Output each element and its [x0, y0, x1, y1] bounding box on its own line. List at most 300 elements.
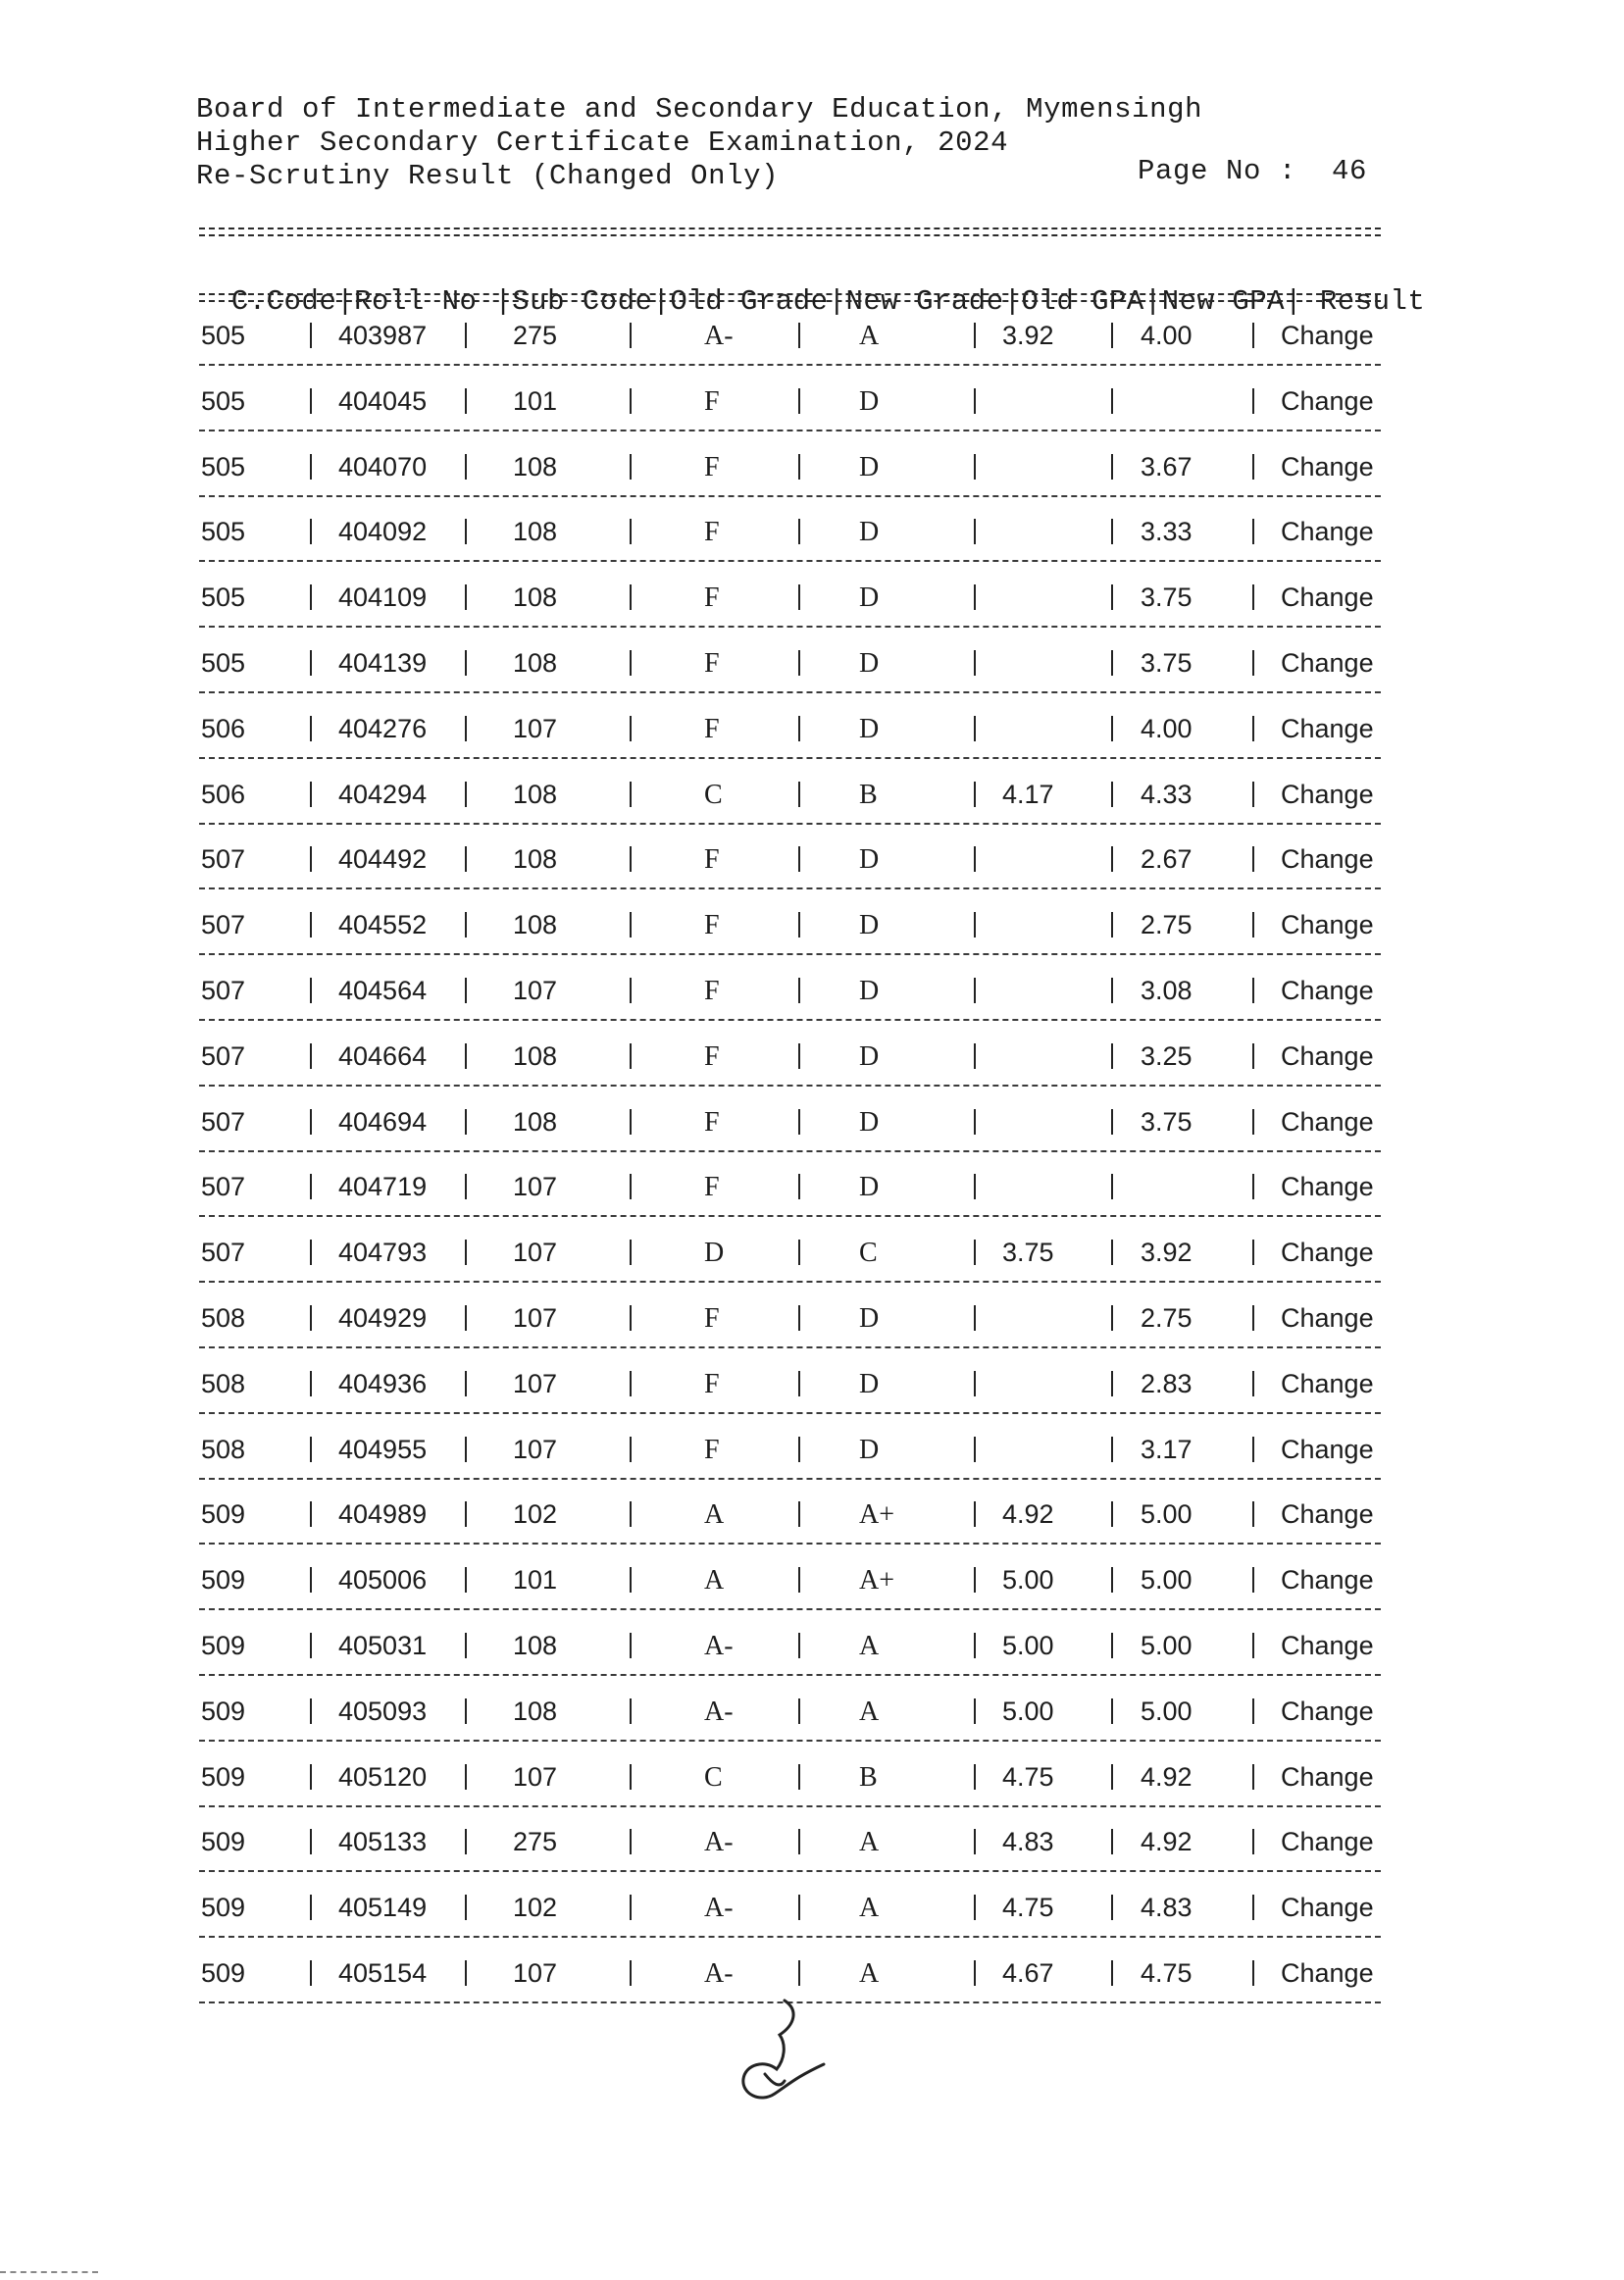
cell-new-gpa: 5.00 [1141, 1499, 1193, 1530]
column-separator [1111, 1960, 1113, 1986]
column-separator [974, 454, 976, 480]
board-name: Board of Intermediate and Secondary Education, Mymensingh [196, 93, 1203, 126]
table-row [0, 1238, 1624, 1277]
column-separator [630, 1174, 632, 1199]
column-separator [1252, 912, 1254, 937]
cell-old-gpa: 4.83 [1002, 1827, 1054, 1857]
table-row [0, 1107, 1624, 1146]
column-separator [310, 650, 312, 676]
column-header: C.Code|Roll No |Sub Code|Old Grade|New Grade|Old GPA|New GPA| Result [230, 285, 1426, 318]
cell-old-gpa: 4.75 [1002, 1761, 1054, 1792]
column-separator [1111, 1633, 1113, 1658]
cell-ccode: 505 [201, 648, 246, 678]
table-row [0, 780, 1624, 819]
column-separator [310, 1174, 312, 1199]
cell-new-grade: A [859, 1893, 880, 1924]
column-separator [798, 1895, 800, 1920]
cell-old-grade: F [704, 910, 720, 941]
cell-new-gpa: 3.75 [1141, 1106, 1193, 1137]
cell-ccode: 509 [201, 1631, 246, 1660]
column-separator [1252, 1633, 1254, 1658]
cell-sub-code: 107 [513, 1434, 558, 1464]
column-separator [798, 1109, 800, 1135]
column-separator [1111, 1371, 1113, 1396]
cell-ccode: 507 [201, 1238, 246, 1268]
column-separator [798, 650, 800, 676]
cell-old-grade: F [704, 713, 720, 744]
column-separator [310, 519, 312, 544]
column-separator [974, 1437, 976, 1462]
cell-old-grade: F [704, 1106, 720, 1138]
cell-roll-no: 404045 [338, 385, 428, 416]
column-separator [465, 846, 467, 872]
column-separator [1252, 1043, 1254, 1069]
column-separator [974, 1174, 976, 1199]
cell-new-gpa: 3.92 [1141, 1238, 1193, 1268]
table-row [0, 1893, 1624, 1932]
column-separator [1111, 1698, 1113, 1724]
column-separator [630, 846, 632, 872]
cell-new-gpa: 2.83 [1141, 1368, 1193, 1398]
cell-new-gpa: 4.00 [1141, 321, 1193, 350]
row-divider [199, 495, 1381, 497]
cell-ccode: 505 [201, 583, 246, 613]
column-separator [974, 1371, 976, 1396]
column-separator [1111, 716, 1113, 741]
column-separator [465, 1501, 467, 1527]
column-separator [798, 1437, 800, 1462]
cell-sub-code: 102 [513, 1893, 558, 1923]
cell-old-gpa: 5.00 [1002, 1696, 1054, 1726]
column-separator [630, 978, 632, 1003]
cell-result: Change [1281, 1893, 1374, 1923]
column-separator [1111, 978, 1113, 1003]
column-separator [974, 1305, 976, 1331]
column-separator [974, 1043, 976, 1069]
column-separator [974, 650, 976, 676]
cell-old-grade: A- [704, 321, 734, 351]
column-separator [1252, 584, 1254, 610]
cell-result: Change [1281, 1238, 1374, 1268]
cell-result: Change [1281, 1106, 1374, 1137]
cell-sub-code: 102 [513, 1499, 558, 1530]
page-number: Page No : 46 [1138, 155, 1368, 187]
cell-sub-code: 107 [513, 1303, 558, 1333]
cell-ccode: 509 [201, 1958, 246, 1988]
cell-new-grade: A+ [859, 1565, 895, 1596]
cell-new-gpa: 4.33 [1141, 779, 1193, 809]
cell-new-gpa: 3.67 [1141, 451, 1193, 481]
cell-sub-code: 101 [513, 1565, 558, 1596]
column-separator [798, 1829, 800, 1854]
column-separator [310, 1764, 312, 1790]
cell-new-grade: A [859, 1827, 880, 1858]
cell-old-grade: F [704, 1434, 720, 1465]
column-separator [974, 1960, 976, 1986]
cell-old-gpa: 4.75 [1002, 1893, 1054, 1923]
column-separator [1252, 1371, 1254, 1396]
cell-result: Change [1281, 451, 1374, 481]
cell-roll-no: 404294 [338, 779, 428, 809]
cell-sub-code: 108 [513, 1040, 558, 1071]
cell-sub-code: 108 [513, 844, 558, 875]
table-row [0, 321, 1624, 360]
column-separator [630, 1043, 632, 1069]
cell-old-gpa: 4.67 [1002, 1958, 1054, 1988]
table-row [0, 1697, 1624, 1736]
cell-old-grade: F [704, 1172, 720, 1203]
column-separator [1252, 1829, 1254, 1854]
table-row [0, 1499, 1624, 1539]
column-separator [798, 978, 800, 1003]
cell-ccode: 505 [201, 451, 246, 481]
column-separator [630, 519, 632, 544]
cell-new-gpa: 3.75 [1141, 648, 1193, 678]
cell-new-gpa: 3.08 [1141, 976, 1193, 1005]
cell-new-gpa: 2.75 [1141, 910, 1193, 940]
row-divider [199, 691, 1381, 693]
column-separator [1252, 1437, 1254, 1462]
cell-new-grade: D [859, 517, 880, 548]
row-divider [199, 953, 1381, 955]
cell-new-grade: D [859, 713, 880, 744]
cell-new-grade: D [859, 583, 880, 614]
cell-new-grade: D [859, 1303, 880, 1334]
col-old-gpa: Old GPA [1021, 285, 1144, 318]
cell-new-grade: D [859, 976, 880, 1006]
column-separator [310, 1109, 312, 1135]
column-separator [310, 388, 312, 414]
column-separator [310, 846, 312, 872]
column-separator [1252, 1240, 1254, 1265]
cell-ccode: 509 [201, 1761, 246, 1792]
column-separator [465, 782, 467, 807]
column-separator [630, 584, 632, 610]
column-separator [465, 1633, 467, 1658]
column-separator [798, 388, 800, 414]
cell-result: Change [1281, 321, 1374, 350]
column-separator [310, 1895, 312, 1920]
row-divider [199, 757, 1381, 759]
table-row [0, 714, 1624, 753]
cell-roll-no: 404492 [338, 844, 428, 875]
cell-ccode: 508 [201, 1368, 246, 1398]
column-separator [798, 1240, 800, 1265]
column-separator [1252, 519, 1254, 544]
cell-ccode: 509 [201, 1565, 246, 1596]
column-separator [974, 782, 976, 807]
cell-roll-no: 404929 [338, 1303, 428, 1333]
cell-sub-code: 107 [513, 1172, 558, 1202]
column-separator [1111, 1240, 1113, 1265]
column-separator [1252, 650, 1254, 676]
column-separator [1252, 1698, 1254, 1724]
cell-result: Change [1281, 1434, 1374, 1464]
table-row [0, 976, 1624, 1015]
column-separator [798, 846, 800, 872]
cell-old-grade: A [704, 1565, 725, 1596]
column-separator [465, 1043, 467, 1069]
column-separator [1111, 1829, 1113, 1854]
column-separator [974, 1698, 976, 1724]
cell-ccode: 509 [201, 1696, 246, 1726]
cell-new-gpa: 5.00 [1141, 1696, 1193, 1726]
cell-new-gpa: 2.67 [1141, 844, 1193, 875]
column-separator [630, 1371, 632, 1396]
cell-result: Change [1281, 1303, 1374, 1333]
table-row [0, 1762, 1624, 1801]
table-row [0, 1827, 1624, 1866]
cell-ccode: 508 [201, 1303, 246, 1333]
table-row [0, 583, 1624, 622]
scan-edge-mark [0, 2271, 98, 2277]
column-separator [1252, 1174, 1254, 1199]
cell-old-gpa: 4.17 [1002, 779, 1054, 809]
column-separator [465, 1960, 467, 1986]
cell-sub-code: 107 [513, 713, 558, 743]
column-separator [630, 716, 632, 741]
cell-result: Change [1281, 779, 1374, 809]
column-separator [465, 323, 467, 348]
column-separator [1252, 1501, 1254, 1527]
cell-new-grade: D [859, 1434, 880, 1465]
column-separator [974, 912, 976, 937]
cell-sub-code: 108 [513, 451, 558, 481]
column-separator [974, 323, 976, 348]
column-separator [1252, 1895, 1254, 1920]
row-divider [199, 887, 1381, 889]
cell-new-gpa: 5.00 [1141, 1565, 1193, 1596]
cell-result: Change [1281, 385, 1374, 416]
column-separator [798, 1043, 800, 1069]
cell-ccode: 507 [201, 1106, 246, 1137]
column-separator [798, 519, 800, 544]
cell-old-grade: F [704, 1303, 720, 1334]
cell-old-gpa: 5.00 [1002, 1565, 1054, 1596]
cell-sub-code: 108 [513, 910, 558, 940]
column-separator [630, 323, 632, 348]
table-row [0, 1565, 1624, 1604]
col-old-grade: Old Grade [670, 285, 829, 318]
column-separator [310, 323, 312, 348]
cell-result: Change [1281, 517, 1374, 547]
cell-roll-no: 404139 [338, 648, 428, 678]
column-separator [798, 1501, 800, 1527]
row-divider [199, 823, 1381, 825]
cell-result: Change [1281, 648, 1374, 678]
column-separator [974, 1764, 976, 1790]
cell-result: Change [1281, 1958, 1374, 1988]
column-separator [465, 1305, 467, 1331]
row-divider [199, 1150, 1381, 1152]
cell-sub-code: 108 [513, 517, 558, 547]
cell-ccode: 505 [201, 517, 246, 547]
column-separator [974, 978, 976, 1003]
cell-old-grade: F [704, 517, 720, 548]
cell-roll-no: 404694 [338, 1106, 428, 1137]
column-separator [798, 1960, 800, 1986]
cell-result: Change [1281, 910, 1374, 940]
row-divider [199, 1412, 1381, 1414]
cell-new-gpa: 3.17 [1141, 1434, 1193, 1464]
column-separator [1252, 1764, 1254, 1790]
cell-old-grade: A- [704, 1893, 734, 1924]
cell-roll-no: 404070 [338, 451, 428, 481]
cell-roll-no: 404092 [338, 517, 428, 547]
cell-result: Change [1281, 1040, 1374, 1071]
cell-new-gpa: 3.75 [1141, 583, 1193, 613]
cell-sub-code: 275 [513, 1827, 558, 1857]
column-separator [1252, 716, 1254, 741]
column-separator [630, 1567, 632, 1593]
column-separator [974, 1895, 976, 1920]
cell-new-grade: D [859, 1106, 880, 1138]
cell-roll-no: 404109 [338, 583, 428, 613]
cell-sub-code: 107 [513, 1761, 558, 1792]
cell-result: Change [1281, 844, 1374, 875]
column-separator [798, 1174, 800, 1199]
column-separator [974, 716, 976, 741]
column-separator [798, 454, 800, 480]
cell-new-grade: D [859, 1040, 880, 1072]
column-separator [630, 1501, 632, 1527]
cell-old-grade: A [704, 1499, 725, 1531]
cell-ccode: 507 [201, 844, 246, 875]
column-separator [1252, 846, 1254, 872]
column-separator [1252, 1109, 1254, 1135]
column-separator [798, 782, 800, 807]
row-divider [199, 560, 1381, 562]
cell-old-grade: F [704, 648, 720, 679]
cell-result: Change [1281, 1172, 1374, 1202]
cell-roll-no: 403987 [338, 321, 428, 350]
table-row [0, 517, 1624, 556]
cell-ccode: 505 [201, 321, 246, 350]
cell-result: Change [1281, 1827, 1374, 1857]
cell-old-gpa: 5.00 [1002, 1631, 1054, 1660]
cell-sub-code: 108 [513, 1106, 558, 1137]
column-separator [465, 1895, 467, 1920]
column-separator [1111, 1437, 1113, 1462]
column-separator [974, 388, 976, 414]
column-separator [798, 716, 800, 741]
row-divider [199, 1543, 1381, 1545]
cell-old-grade: F [704, 385, 720, 417]
cell-new-grade: A [859, 1631, 880, 1661]
cell-old-grade: A- [704, 1631, 734, 1661]
column-separator [465, 1698, 467, 1724]
cell-ccode: 506 [201, 779, 246, 809]
cell-ccode: 507 [201, 1172, 246, 1202]
cell-roll-no: 405149 [338, 1893, 428, 1923]
cell-old-gpa: 4.92 [1002, 1499, 1054, 1530]
cell-ccode: 507 [201, 1040, 246, 1071]
column-separator [310, 1567, 312, 1593]
cell-ccode: 505 [201, 385, 246, 416]
cell-result: Change [1281, 1499, 1374, 1530]
table-row [0, 1631, 1624, 1670]
column-separator [310, 1501, 312, 1527]
row-divider [199, 1085, 1381, 1087]
table-row [0, 1435, 1624, 1474]
cell-new-grade: D [859, 648, 880, 679]
column-separator [310, 912, 312, 937]
cell-sub-code: 108 [513, 648, 558, 678]
row-divider [199, 1346, 1381, 1348]
column-separator [465, 454, 467, 480]
cell-sub-code: 108 [513, 583, 558, 613]
column-separator [798, 1698, 800, 1724]
table-row [0, 1303, 1624, 1343]
column-separator [974, 519, 976, 544]
cell-roll-no: 404793 [338, 1238, 428, 1268]
column-separator [310, 1698, 312, 1724]
cell-old-grade: F [704, 976, 720, 1006]
col-new-gpa: New GPA [1161, 285, 1286, 318]
column-separator [974, 846, 976, 872]
cell-roll-no: 404552 [338, 910, 428, 940]
cell-sub-code: 107 [513, 976, 558, 1005]
column-separator [974, 1633, 976, 1658]
cell-result: Change [1281, 1631, 1374, 1660]
cell-old-grade: F [704, 583, 720, 614]
cell-roll-no: 405154 [338, 1958, 428, 1988]
header-rule-top [199, 228, 1381, 236]
cell-new-grade: A [859, 1958, 880, 1989]
column-separator [1111, 1567, 1113, 1593]
cell-old-grade: F [704, 451, 720, 482]
cell-old-grade: F [704, 1368, 720, 1399]
col-subcode: Sub Code [512, 285, 653, 318]
row-divider [199, 430, 1381, 431]
cell-roll-no: 405031 [338, 1631, 428, 1660]
table-row [0, 648, 1624, 687]
row-divider [199, 626, 1381, 628]
cell-roll-no: 404936 [338, 1368, 428, 1398]
cell-roll-no: 405093 [338, 1696, 428, 1726]
column-separator [798, 1633, 800, 1658]
column-separator [465, 716, 467, 741]
column-separator [465, 388, 467, 414]
column-separator [974, 1501, 976, 1527]
cell-new-grade: A [859, 1696, 880, 1727]
column-separator [1111, 1305, 1113, 1331]
cell-new-gpa: 5.00 [1141, 1631, 1193, 1660]
header-rule-bottom [199, 293, 1381, 302]
column-separator [465, 584, 467, 610]
column-separator [630, 1698, 632, 1724]
cell-sub-code: 107 [513, 1238, 558, 1268]
row-divider [199, 1740, 1381, 1742]
cell-new-gpa: 4.92 [1141, 1761, 1193, 1792]
table-row [0, 1041, 1624, 1081]
column-separator [1252, 1305, 1254, 1331]
column-separator [630, 1633, 632, 1658]
cell-result: Change [1281, 1565, 1374, 1596]
cell-new-grade: D [859, 844, 880, 876]
cell-ccode: 509 [201, 1827, 246, 1857]
cell-sub-code: 107 [513, 1958, 558, 1988]
column-separator [310, 716, 312, 741]
column-separator [1252, 323, 1254, 348]
cell-roll-no: 404664 [338, 1040, 428, 1071]
cell-new-gpa: 4.83 [1141, 1893, 1193, 1923]
column-separator [630, 1109, 632, 1135]
column-separator [1252, 1960, 1254, 1986]
table-row [0, 386, 1624, 426]
row-divider [199, 1281, 1381, 1283]
column-separator [1252, 388, 1254, 414]
